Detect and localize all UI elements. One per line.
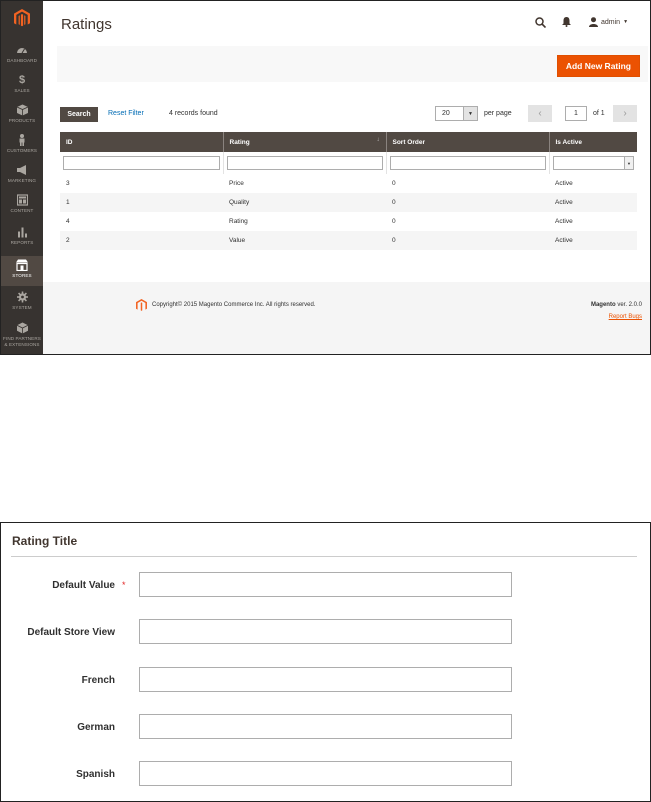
reset-filter-link[interactable]: Reset Filter xyxy=(108,110,144,117)
table-row[interactable] xyxy=(60,193,637,212)
field-label-french: French xyxy=(81,675,115,686)
cell-is-active: Active xyxy=(555,218,573,225)
table-row[interactable] xyxy=(60,231,637,250)
page-title: Ratings xyxy=(61,16,112,33)
magento-logo-icon xyxy=(136,299,147,312)
per-page-select[interactable] xyxy=(435,106,478,121)
chevron-down-icon: ▼ xyxy=(623,19,629,25)
column-header-rating[interactable] xyxy=(223,132,386,152)
version-info xyxy=(591,302,642,308)
page-actions-bar xyxy=(57,46,648,82)
cell-is-active: Active xyxy=(549,231,637,250)
search-button[interactable]: Search xyxy=(60,107,98,122)
required-asterisk: * xyxy=(122,580,126,590)
sidebar-item-label: STORES xyxy=(12,273,32,278)
megaphone-icon xyxy=(16,164,28,176)
cell-id: 4 xyxy=(66,218,70,225)
german-input[interactable] xyxy=(139,714,512,739)
section-title: Rating Title xyxy=(12,534,78,548)
cell-is-active: Active xyxy=(555,180,573,187)
cell-sort-order: 0 xyxy=(386,193,549,212)
ratings-table xyxy=(60,132,637,250)
brand-name: Magento xyxy=(590,302,616,308)
sidebar-item-label: MARKETING xyxy=(7,178,37,183)
section-divider xyxy=(11,556,637,557)
sort-order-filter-input[interactable] xyxy=(390,156,546,170)
report-bugs-link[interactable]: Report Bugs xyxy=(608,314,642,320)
sidebar-item-reports[interactable] xyxy=(1,223,43,253)
page-total: of 1 xyxy=(593,110,605,117)
field-label-default-store-view: Default Store View xyxy=(27,627,115,638)
sidebar-item-customers[interactable] xyxy=(1,131,43,161)
layout-icon xyxy=(17,194,28,206)
bar-chart-icon xyxy=(17,226,28,238)
sidebar-item-label: SYSTEM xyxy=(12,305,32,310)
box-icon xyxy=(17,104,28,116)
sidebar-item-label: SALES xyxy=(14,88,30,93)
cell-rating: Rating xyxy=(229,218,248,225)
previous-page-button[interactable] xyxy=(528,105,552,122)
cell-id: 3 xyxy=(66,180,70,187)
admin-sidebar xyxy=(1,1,43,355)
sidebar-item-label: PRODUCTS xyxy=(8,118,36,123)
sidebar-item-label: REPORTS xyxy=(10,240,34,245)
sidebar-item-products[interactable] xyxy=(1,101,43,131)
chevron-down-icon: ▼ xyxy=(463,107,477,120)
version-text: ver. 2.0.0 xyxy=(617,302,642,308)
per-page-label: per page xyxy=(484,110,512,117)
default-store-view-input[interactable] xyxy=(139,619,512,644)
field-label-german: German xyxy=(77,722,115,733)
table-row[interactable] xyxy=(60,174,637,193)
column-header-sort-order[interactable] xyxy=(386,132,549,152)
spanish-input[interactable] xyxy=(139,761,512,786)
person-icon xyxy=(18,134,26,146)
sidebar-item-label: CUSTOMERS xyxy=(6,148,38,153)
cell-id: 1 xyxy=(60,193,223,212)
gear-icon xyxy=(17,291,28,303)
column-header-label: Is Active xyxy=(555,138,582,146)
sidebar-item-stores[interactable] xyxy=(1,256,43,286)
per-page-value: 20 xyxy=(442,110,450,117)
rating-title-form-screenshot xyxy=(0,522,651,802)
cell-sort-order: 0 xyxy=(392,218,396,225)
user-name: admin xyxy=(601,18,621,26)
cube-icon xyxy=(17,322,28,334)
sidebar-item-marketing[interactable] xyxy=(1,161,43,191)
cell-sort-order: 0 xyxy=(392,180,396,187)
cell-is-active: Active xyxy=(549,193,637,212)
bell-icon[interactable] xyxy=(562,17,571,27)
french-input[interactable] xyxy=(139,667,512,692)
page-footer xyxy=(43,282,650,355)
sidebar-item-dashboard[interactable] xyxy=(1,41,43,71)
field-label-spanish: Spanish xyxy=(76,769,115,780)
magento-logo[interactable] xyxy=(1,1,43,35)
cell-rating: Value xyxy=(223,231,386,250)
cell-rating: Price xyxy=(229,180,244,187)
table-row[interactable] xyxy=(60,212,637,231)
sidebar-item-content[interactable] xyxy=(1,191,43,221)
rating-filter-input[interactable] xyxy=(227,156,383,170)
column-header-is-active[interactable] xyxy=(549,132,637,152)
sort-arrow-icon: ↓ xyxy=(376,137,380,143)
dashboard-icon xyxy=(16,44,28,56)
chevron-down-icon: ▼ xyxy=(624,157,633,169)
sidebar-item-find-partners[interactable] xyxy=(1,319,43,353)
sidebar-item-label: CONTENT xyxy=(10,208,34,213)
chevron-right-icon: › xyxy=(623,108,627,119)
sidebar-item-sales[interactable] xyxy=(1,71,43,101)
sidebar-item-label: FIND PARTNERS & EXTENSIONS xyxy=(3,336,41,347)
is-active-filter-select[interactable] xyxy=(553,156,635,170)
id-filter-input[interactable] xyxy=(63,156,220,170)
sidebar-item-label: DASHBOARD xyxy=(7,58,37,63)
dollar-icon: $ xyxy=(18,74,26,86)
field-label-default-value: Default Value xyxy=(52,580,115,591)
cell-rating: Quality xyxy=(223,193,386,212)
cell-id: 2 xyxy=(60,231,223,250)
user-icon xyxy=(589,17,598,27)
search-icon[interactable] xyxy=(535,17,546,28)
magento-logo-icon xyxy=(14,9,30,28)
filter-row xyxy=(60,152,637,174)
records-found-count: 4 records found xyxy=(169,110,218,117)
default-value-input[interactable] xyxy=(139,572,512,597)
user-menu[interactable] xyxy=(589,17,628,27)
column-header-id[interactable] xyxy=(60,132,223,152)
next-page-button[interactable] xyxy=(613,105,637,122)
add-new-rating-button[interactable]: Add New Rating xyxy=(557,55,640,77)
ratings-grid-screenshot xyxy=(0,0,651,355)
column-header-label: Sort Order xyxy=(392,138,426,146)
main-content xyxy=(43,1,650,355)
cell-sort-order: 0 xyxy=(386,231,549,250)
chevron-left-icon: ‹ xyxy=(538,108,542,119)
column-header-label: ID xyxy=(66,138,73,146)
current-page-input[interactable]: 1 xyxy=(565,106,587,121)
store-icon xyxy=(16,259,28,271)
sidebar-item-system[interactable] xyxy=(1,288,43,318)
copyright-text: Copyright© 2015 Magento Commerce Inc. All rights reserved. xyxy=(152,302,316,308)
column-header-label: Rating xyxy=(229,138,250,146)
